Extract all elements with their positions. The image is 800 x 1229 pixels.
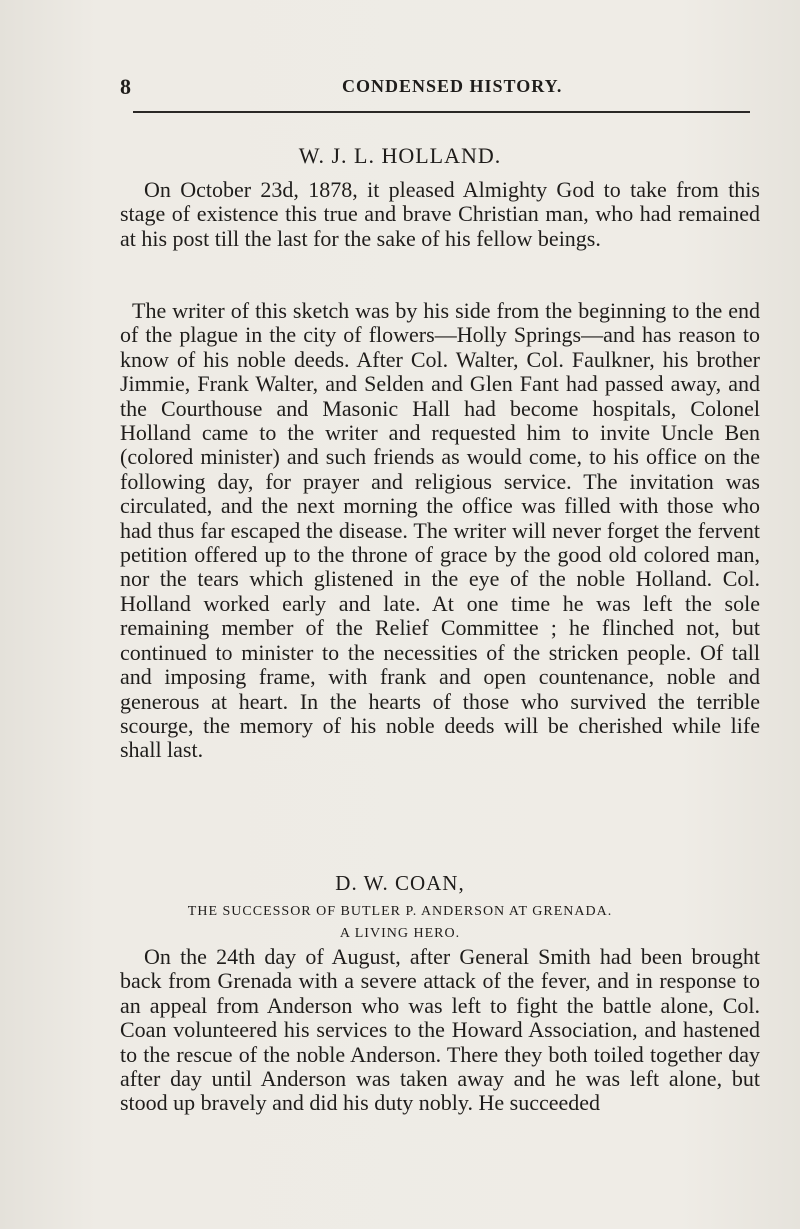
running-title: CONDENSED HISTORY. — [342, 76, 563, 96]
header-rule — [133, 111, 750, 113]
subtitle: A LIVING HERO. — [339, 926, 461, 941]
subtitle: THE SUCCESSOR OF BUTLER P. ANDERSON AT GRENADA. — [187, 904, 613, 919]
paragraph: On October 23d, 1878, it pleased Almighty God to take from this stage of existence this true and brave Christian man, who had remained at his post till the last for the sake of his fellow beings. — [120, 177, 760, 251]
paragraph: The writer of this sketch was by his side from the beginning to the end of the plague in the city of flowers—Holly Springs—and has reason to know of his noble deeds. After Col. Walter, Col. Faulkner, his brother Jimmie, Frank Walter, and Selden and Glen Fant had passed away, and the Courthouse and Masonic Hall had become hospitals, Colonel Holland came to the writer and requested him to invite Uncle Ben (colored minister) and such friends as would come, to his office on the following day, for prayer and religious service. The invitation was circulated, and the next morning the office was filled with those who had thus far escaped the disease. The writer will never forget the fervent petition offered up to the throne of grace by the good old colored man, nor the tears which glistened in the eye of the noble Holland. Col. Holland worked early and late. At one time he was left the sole remaining member of the Relief Committee ; he flinched not, but continued to minister to the necessities of the stricken people. Of tall and imposing frame, with frank and open countenance, noble and generous at heart. In the hearts of those who survived the terrible scourge, the memory of his noble deeds will be cherished while life shall last. — [120, 298, 760, 763]
section-heading-coan — [0, 871, 800, 896]
paragraph: On the 24th day of August, after General Smith had been brought back from Grenada with a severe attack of the fever, and in response to an appeal from Anderson who was left to fight the battle alone, Col. Coan volunteered his services to the Howard Association, and hastened to the rescue of the noble Anderson. There they both toiled together day after day until Anderson was taken away and he was left alone, but stood up bravely and did his duty nobly. He succeeded — [120, 944, 760, 1116]
page-number: 8 — [120, 74, 131, 99]
section-heading-holland — [0, 143, 800, 169]
section-heading-coan-text: D. W. COAN, — [335, 871, 465, 895]
section-heading-holland-text: W. J. L. HOLLAND. — [298, 143, 502, 168]
running-head — [120, 74, 760, 102]
